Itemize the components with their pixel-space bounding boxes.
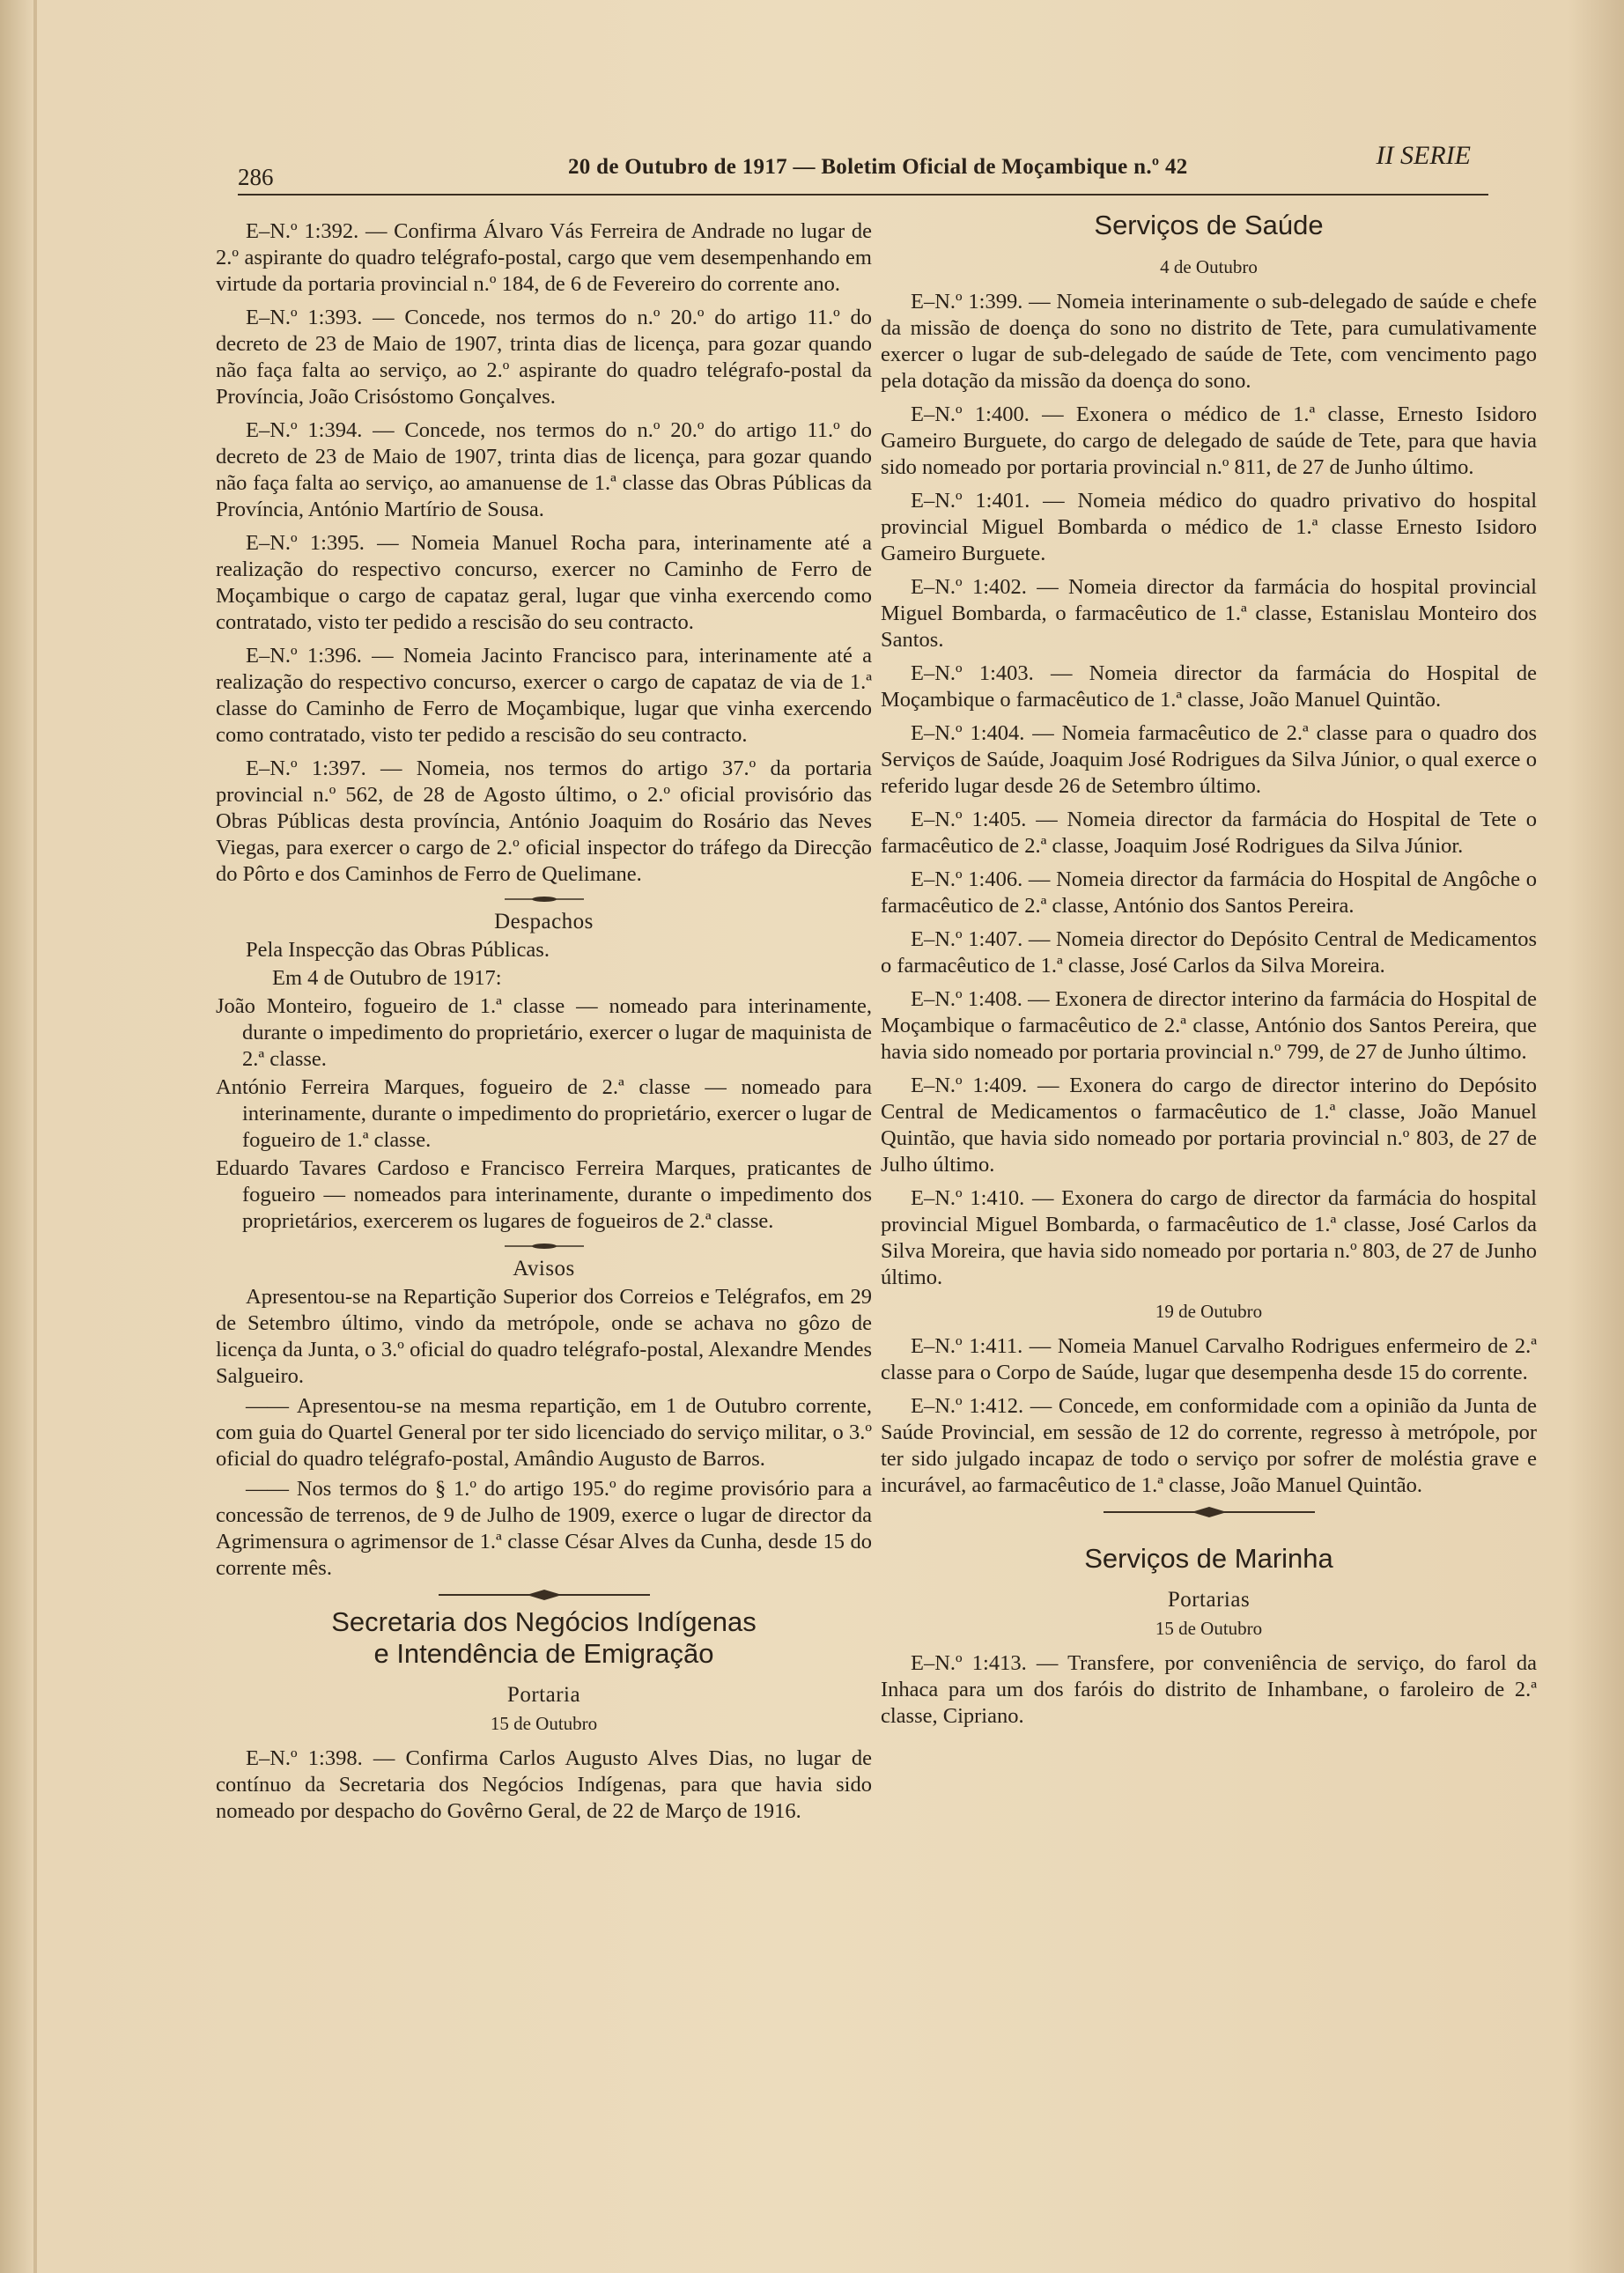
left-column: [216, 218, 872, 1832]
aviso-item: Apresentou-se na Repartição Superior dos Correios e Telégrafos, em 29 de Setembro último, vindo da metrópole, onde se achava no gôzo de licença da Junta, o 3.º oficial do quadro telégrafo-postal, Alexandre Mendes Salgueiro.: [216, 1285, 872, 1388]
secretaria-title-line1: Secretaria dos Negócios Indígenas: [331, 1606, 757, 1637]
secretaria-title-line2: e Intendência de Emigração: [373, 1638, 714, 1669]
despachos-date: Em 4 de Outubro de 1917:: [272, 966, 502, 990]
small-ornament-divider: [505, 1242, 584, 1251]
aviso-item: —— Apresentou-se na mesma repartição, em 1 de Outubro corrente, com guia do Quartel General por ter sido licenciado do serviço militar, o 3.º oficial do quadro telégrafo-postal, Amândio Augusto de Barros.: [216, 1394, 872, 1471]
despacho-item: Eduardo Tavares Cardoso e Francisco Ferreira Marques, praticantes de fogueiro — nomeados para interinamente, durante o impedimento dos proprietários, exercerem os lugares de fogueiros de 2.ª classe.: [216, 1156, 872, 1233]
despacho-item: João Monteiro, fogueiro de 1.ª classe — nomeado para interinamente, durante o impedimento do proprietário, exercer o lugar de maquinista de 2.ª classe.: [216, 994, 872, 1071]
entry-1398: E–N.º 1:398. — Confirma Carlos Augusto Alves Dias, no lugar de contínuo da Secretaria dos Negócios Indígenas, para que havia sido nomeado por despacho do Govêrno Geral, de 22 de Março de 1916.: [216, 1746, 872, 1823]
entry-1408: E–N.º 1:408. — Exonera de director interino da farmácia do Hospital de Moçambique o farmacêutico de 2.ª classe, António dos Santos Pereira, que havia sido nomeado por portaria provincial n.º 799, de 27 de Junho último.: [881, 987, 1537, 1064]
entry-1412: E–N.º 1:412. — Concede, em conformidade com a opinião da Junta de Saúde Provincial, em sessão de 12 do corrente, regresso à metrópole, por ter sido julgado incapaz de todo o serviço por sofrer de moléstia grave e incurável, ao farmacêutico de 1.ª classe, João Manuel Quintão.: [881, 1394, 1537, 1497]
entry-1401: E–N.º 1:401. — Nomeia médico do quadro privativo do hospital provincial Miguel Bombarda o médico de 1.ª classe Ernesto Isidoro Gameiro Burguete.: [881, 489, 1537, 565]
marinha-title: Serviços de Marinha: [1084, 1543, 1333, 1574]
portaria-title: Portaria: [506, 1683, 581, 1707]
page-crease: [33, 0, 37, 2273]
entry-1407: E–N.º 1:407. — Nomeia director do Depósito Central de Medicamentos o farmacêutico de 1.ª classe, José Carlos da Silva Moreira.: [881, 927, 1537, 978]
entry-1409: E–N.º 1:409. — Exonera do cargo de director interino do Depósito Central de Medicamentos o farmacêutico de 1.ª classe, João Manuel Quintão, que havia sido nomeado por portaria provincial n.º 803, de 27 de Julho último.: [881, 1074, 1537, 1177]
despachos-intro: Pela Inspecção das Obras Públicas.: [246, 938, 550, 962]
entry-1397: E–N.º 1:397. — Nomeia, nos termos do artigo 37.º da portaria provincial n.º 562, de 28 de Agosto último, o 2.º oficial provisório das Obras Públicas desta província, António Joaquim do Rosário das Neves Viegas, para exercer o cargo de 2.º oficial inspector do tráfego da Direcção do Pôrto e dos Caminhos de Ferro de Quelimane.: [216, 756, 872, 886]
entry-1392: E–N.º 1:392. — Confirma Álvaro Vás Ferreira de Andrade no lugar de 2.º aspirante do quadro telégrafo-postal, cargo que vem desempenhando em virtude da portaria provincial n.º 184, de 6 de Fevereiro do corrente ano.: [216, 219, 872, 296]
avisos-title: Avisos: [513, 1257, 575, 1280]
large-ornament-divider: [439, 1589, 650, 1601]
saude-date-2: 19 de Outubro: [1155, 1301, 1263, 1322]
page-header: [238, 141, 1488, 190]
header-serie: II SERIE: [1376, 141, 1471, 170]
header-rule: [238, 194, 1488, 196]
entry-1411: E–N.º 1:411. — Nomeia Manuel Carvalho Rodrigues enfermeiro de 2.ª classe para o Corpo de Saúde, lugar que desempenha desde 15 do corrente.: [881, 1334, 1537, 1384]
entry-1396: E–N.º 1:396. — Nomeia Jacinto Francisco para, interinamente até a realização do respectivo concurso, exercer o cargo de capataz de via de 1.ª classe do Caminho de Ferro de Moçambique, lugar que vinha exercendo como contratado, visto ter pedido a rescisão do seu contracto.: [216, 644, 872, 747]
entry-1413: E–N.º 1:413. — Transfere, por conveniência de serviço, do farol da Inhaca para um dos faróis do distrito de Inhambane, o faroleiro de 2.ª classe, Cipriano.: [881, 1651, 1537, 1728]
entry-1400: E–N.º 1:400. — Exonera o médico de 1.ª classe, Ernesto Isidoro Gameiro Burguete, do cargo de delegado de saúde de Tete, para que havia sido nomeado por portaria provincial n.º 811, de 27 de Junho último.: [881, 402, 1537, 479]
despachos-title: Despachos: [494, 910, 594, 934]
right-column: [881, 204, 1537, 1737]
entry-1410: E–N.º 1:410. — Exonera do cargo de director da farmácia do hospital provincial Miguel Bombarda, o farmacêutico de 1.ª classe, José Carlos da Silva Moreira, que havia sido nomeado por portaria n.º 803, de 27 de Junho último.: [881, 1186, 1537, 1289]
entry-1406: E–N.º 1:406. — Nomeia director da farmácia do Hospital de Angôche o farmacêutico de 2.ª classe, António dos Santos Pereira.: [881, 867, 1537, 918]
small-ornament-divider: [505, 895, 584, 904]
entry-1402: E–N.º 1:402. — Nomeia director da farmácia do hospital provincial Miguel Bombarda, o farmacêutico de 1.ª classe, Estanislau Monteiro dos Santos.: [881, 575, 1537, 652]
portarias-title: Portarias: [1167, 1588, 1251, 1612]
marinha-date: 15 de Outubro: [1155, 1618, 1263, 1639]
page-number: 286: [238, 164, 274, 190]
saude-date-1: 4 de Outubro: [1160, 256, 1258, 277]
header-date-title: 20 de Outubro de 1917 — Boletim Oficial de Moçambique n.º 42: [568, 155, 1188, 179]
portaria-date: 15 de Outubro: [490, 1713, 598, 1734]
entry-1405: E–N.º 1:405. — Nomeia director da farmácia do Hospital de Tete o farmacêutico de 2.ª classe, Joaquim José Rodrigues da Silva Júnior.: [881, 808, 1537, 858]
entry-1403: E–N.º 1:403. — Nomeia director da farmácia do Hospital de Moçambique o farmacêutico de 1.ª classe, João Manuel Quintão.: [881, 661, 1537, 712]
entry-1393: E–N.º 1:393. — Concede, nos termos do n.º 20.º do artigo 11.º do decreto de 23 de Maio de 1907, trinta dias de licença, para gozar quando não faça falta ao serviço, ao 2.º aspirante do quadro telégrafo-postal da Província, João Crisóstomo Gonçalves.: [216, 306, 872, 409]
entry-1394: E–N.º 1:394. — Concede, nos termos do n.º 20.º do artigo 11.º do decreto de 23 de Maio de 1907, trinta dias de licença, para gozar quando não faça falta ao serviço, ao amanuense de 1.ª classe das Obras Públicas da Província, António Martírio de Sousa.: [216, 418, 872, 521]
despacho-item: António Ferreira Marques, fogueiro de 2.ª classe — nomeado para interinamente, durante o impedimento do proprietário, exercer o lugar de fogueiro de 1.ª classe.: [216, 1075, 872, 1152]
aviso-item: —— Nos termos do § 1.º do artigo 195.º do regime provisório para a concessão de terrenos, de 9 de Julho de 1909, exerce o lugar de director da Agrimensura o agrimensor de 1.ª classe César Alves da Cunha, desde 15 do corrente mês.: [216, 1477, 872, 1580]
secretaria-title: [216, 1606, 872, 1670]
large-ornament-divider: [1104, 1506, 1315, 1518]
saude-title: Serviços de Saúde: [1094, 210, 1324, 240]
entry-1395: E–N.º 1:395. — Nomeia Manuel Rocha para, interinamente até a realização do respectivo concurso, exercer no Caminho de Ferro de Moçambique o cargo de capataz geral, lugar que vinha exercendo como contratado, visto ter pedido a rescisão do seu contracto.: [216, 531, 872, 634]
entry-1399: E–N.º 1:399. — Nomeia interinamente o sub-delegado de saúde e chefe da missão de doença do sono no distrito de Tete, para cumulativamente exercer o lugar de sub-delegado de saúde de Tete, com vencimento pago pela dotação da missão da doença do sono.: [881, 290, 1537, 393]
entry-1404: E–N.º 1:404. — Nomeia farmacêutico de 2.ª classe para o quadro dos Serviços de Saúde, Joaquim José Rodrigues da Silva Júnior, o qual exerce o referido lugar desde 26 de Setembro último.: [881, 721, 1537, 798]
